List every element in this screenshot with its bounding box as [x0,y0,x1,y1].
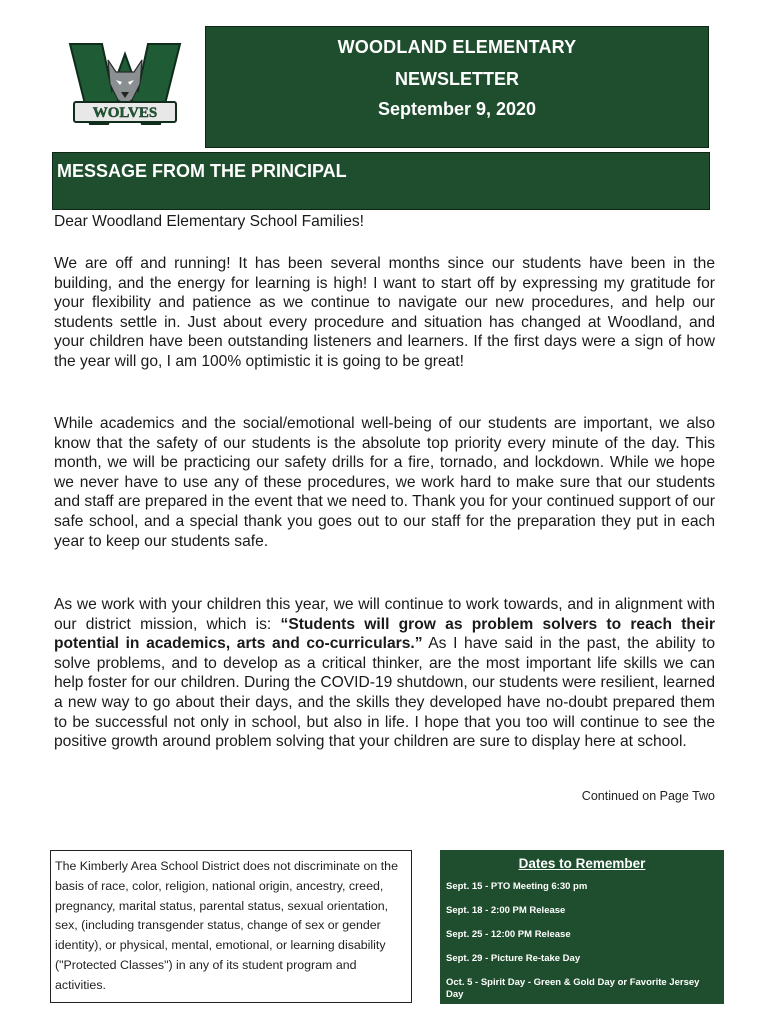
continued-note: Continued on Page Two [581,789,715,803]
paragraph-3-intro: As we work with your children this year, we will continue to work towards, and in alignment with our district mission, which is: [54,596,715,633]
section-heading-bar [52,152,710,210]
logo-banner-text: WOLVES [92,105,158,121]
date-item: Sept. 15 - PTO Meeting 6:30 pm [446,881,588,892]
date-item: Sept. 25 - 12:00 PM Release [446,929,571,940]
school-name: WOODLAND ELEMENTARY [337,37,577,57]
district-mission: “Students will grow as problem solvers to reach their potential in academics, arts and co-curriculars.” [54,615,716,653]
newsletter-date: September 9, 2020 [377,99,537,119]
date-item: Sept. 29 - Picture Re-take Day [446,953,581,964]
dates-to-remember-box [440,850,724,1004]
dates-heading: Dates to Remember [518,856,646,871]
newsletter-label: NEWSLETTER [395,69,519,89]
nondiscrimination-notice: The Kimberly Area School District does not discriminate on the basis of race, color, religion, national origin, ancestry, creed, pregnancy, marital status, parental status, sexual orientation, sex, (including transgender status, change of sex or gender identity), or physical, mental, emotional, or learning disability ("Protected Classes") in any of its student program and activities. [50,850,412,1003]
wolves-logo [68,40,182,132]
section-title: MESSAGE FROM THE PRINCIPAL [57,161,347,181]
paragraph-3-body: As I have said in the past, the ability to solve problems, and to develop as a critical thinker, are the most important life skills we can help foster for our children. During the COVID-19 shutdown, our students were resilient, learned a new way to go about their days, and the skills they developed have no-doubt prepared them to be successful not only in school, but also in life. I hope that you too will continue to see the positive growth around problem solving that your children are sure to display here at school. [54,635,715,751]
letter-paragraph-3 [54,595,715,752]
letter-salutation: Dear Woodland Elementary School Families! [54,213,364,230]
date-item: Sept. 18 - 2:00 PM Release [446,905,566,916]
letter-paragraph-2: While academics and the social/emotional well-being of our students are important, we also know that the safety of our students is the absolute top priority every minute of the day. This month, we will be practicing our safety drills for a fire, tornado, and lockdown. While we hope we never have to use any of these procedures, we work hard to make sure that our students and staff are prepared in the event that we need to. Thank you for your continued support of our safe school, and a special thank you goes out to our staff for the preparation they put in each year to keep our students safe. [54,415,715,550]
newsletter-title-box [205,26,709,148]
letter-paragraph-1: We are off and running! It has been several months since our students have been in the building, and the energy for learning is high! I want to start off by expressing my gratitude for your flexibility and patience as we continue to navigate our new procedures, and help our students settle in. Just about every procedure and situation has changed at Woodland, and your children have been outstanding listeners and learners. If the first days were a sign of how the year will go, I am 100% optimistic it is going to be great! [54,255,715,370]
date-item: Oct. 5 - Spirit Day - Green & Gold Day or Favorite Jersey Day [446,977,700,1000]
